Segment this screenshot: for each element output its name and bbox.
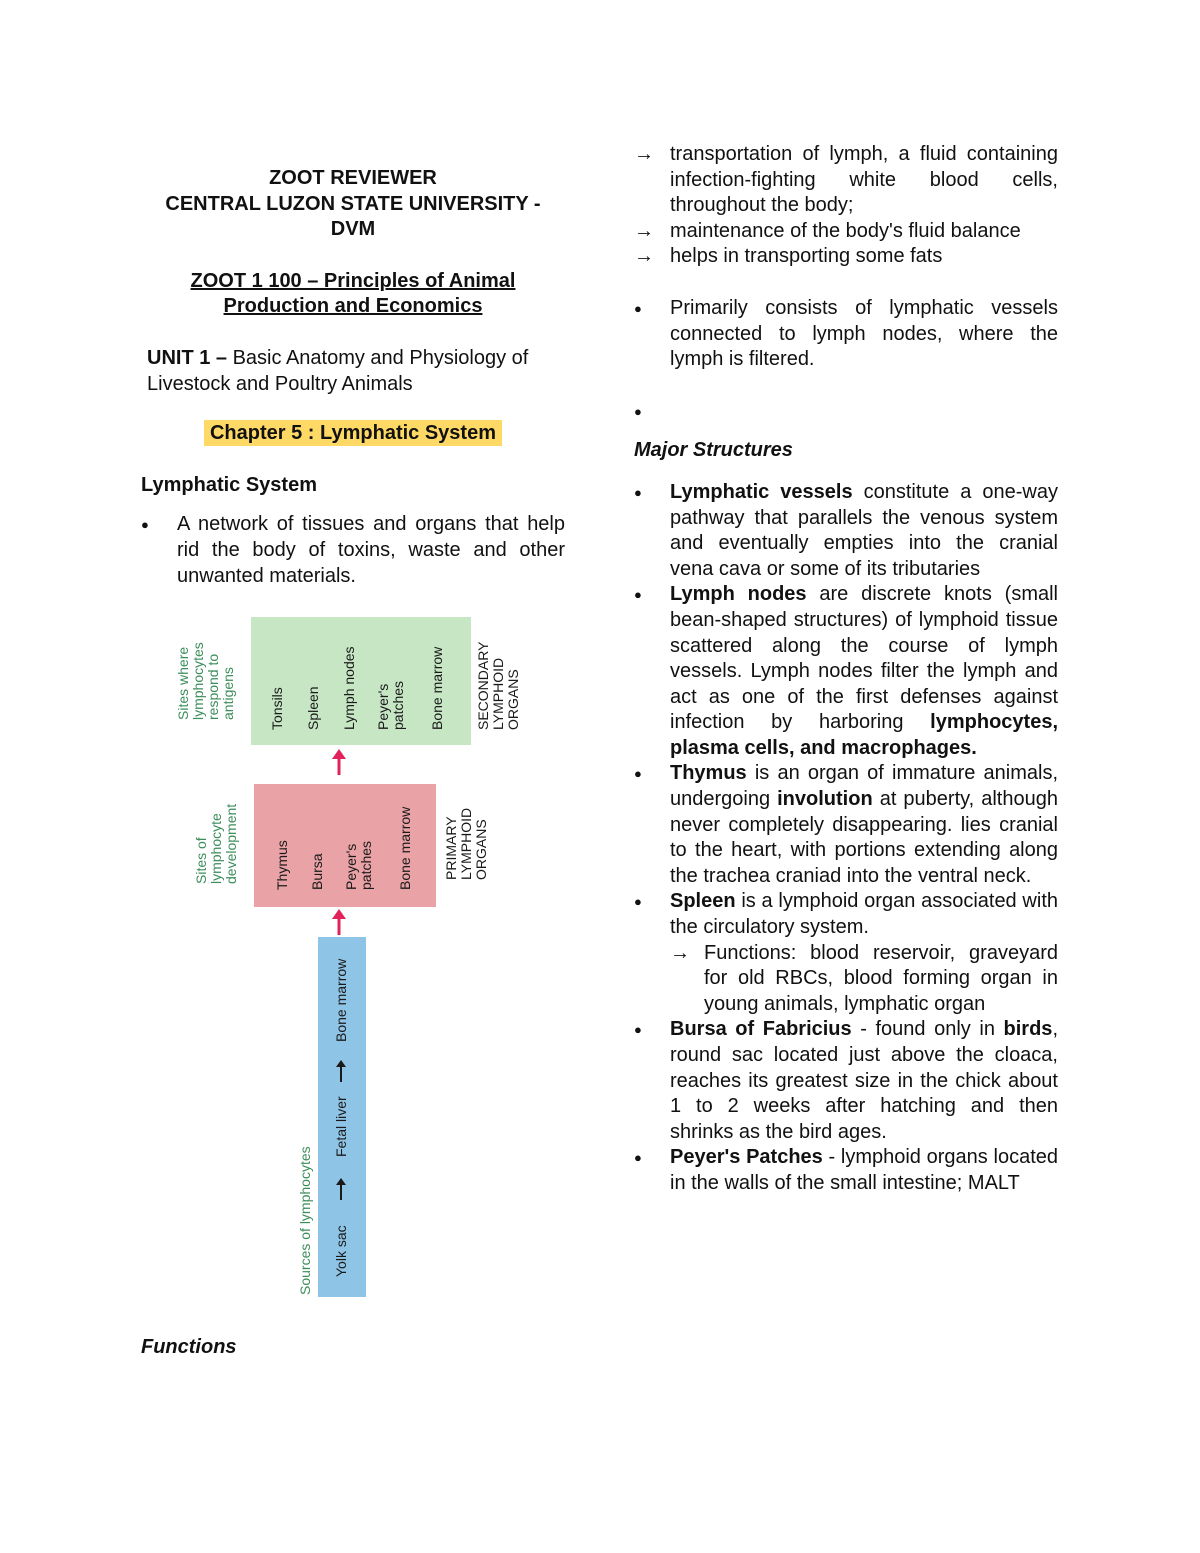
term: Peyer's Patches <box>670 1146 823 1169</box>
function-item <box>634 142 1058 219</box>
title-line-1: ZOOT REVIEWER <box>269 167 437 189</box>
section-heading-lymphatic-system: Lymphatic System <box>141 473 317 496</box>
structure-peyers-patches <box>634 1145 1058 1196</box>
arrow-sources-to-primary-head <box>332 909 346 919</box>
secondary-side-label: respond to <box>205 653 221 720</box>
definition: - lymphoid organs located in the walls of the small intestine; MALT <box>670 1146 1058 1194</box>
arrow-primary-to-secondary-head <box>332 749 346 759</box>
definition: - found only in <box>851 1018 1004 1041</box>
doc-title <box>141 166 565 243</box>
secondary-side-label: Sites where <box>175 646 191 720</box>
title-line-2: CENTRAL LUZON STATE UNIVERSITY - <box>165 192 541 215</box>
source-yolk-sac: Yolk sac <box>333 1225 349 1277</box>
term: Spleen <box>670 890 736 913</box>
involution-term: involution <box>777 788 873 811</box>
arrow-icon: → <box>634 143 654 165</box>
function-text: maintenance of the body's fluid balance <box>670 219 1021 242</box>
title-line-3: DVM <box>330 218 376 241</box>
secondary-organ-label: Lymph nodes <box>341 646 357 730</box>
function-item <box>634 244 1058 270</box>
intro-bullet: ● A network of tissues and organs that help rid the body of toxins, waste and other unwanted materials. <box>141 512 565 589</box>
unit-line <box>141 346 565 397</box>
primary-organ-label: Bone marrow <box>397 806 413 890</box>
right-column <box>634 142 1058 1197</box>
structure-lymphatic-vessels <box>634 480 1058 582</box>
secondary-category-label: LYMPHOID <box>490 657 506 730</box>
chapter-title: Chapter 5 : Lymphatic System <box>204 420 502 446</box>
primary-organ-label: Bursa <box>309 853 325 890</box>
structure-bursa <box>634 1017 1058 1145</box>
primary-side-label: Sites of <box>193 837 209 884</box>
secondary-side-label: antigens <box>220 667 236 720</box>
functions-heading: Functions <box>141 1336 237 1358</box>
definition-cont: , round sac located just above the cloaca, reaches its greatest size in the chick about 1 to 2 weeks after hatching and then shrinks as the bird ages. <box>670 1018 1058 1143</box>
secondary-organ-label: Bone marrow <box>429 646 445 730</box>
spleen-functions-text: Functions: blood reservoir, graveyard for old RBCs, blood forming organ in young animals, lymphatic organ <box>704 941 1058 1015</box>
primary-category-label: ORGANS <box>473 819 489 880</box>
arrow-icon: → <box>670 941 690 964</box>
empty-bullet <box>634 399 1058 425</box>
unit-text: Basic Anatomy and Physiology of Livestock and Poultry Animals <box>147 346 529 395</box>
primary-side-label: lymphocyte <box>208 813 224 884</box>
primary-category-label: PRIMARY <box>443 816 459 880</box>
secondary-category-label: ORGANS <box>505 669 521 730</box>
function-item <box>634 219 1058 245</box>
primary-organ-label: Peyer's <box>343 843 359 890</box>
secondary-organ-label: Spleen <box>305 686 321 730</box>
arrow-icon: → <box>634 219 654 242</box>
course-title <box>141 269 565 320</box>
primary-organ-label: patches <box>358 840 374 890</box>
left-column <box>141 166 565 589</box>
primary-category-label: LYMPHOID <box>458 807 474 880</box>
secondary-side-label: lymphocytes <box>190 642 206 720</box>
course-line-2: Production and Economics <box>223 295 483 318</box>
definition: constitute a one-way pathway that parallels the venous system and eventually empties into the cranial vena cava or some of its tributaries <box>670 480 1058 580</box>
primary-side-label: development <box>223 803 239 884</box>
definition: is an organ of immature animals, undergoing <box>670 762 1058 811</box>
course-line-1: ZOOT 1 100 – Principles of Animal <box>190 269 516 292</box>
function-text: transportation of lymph, a fluid containing infection-fighting white blood cells, throughout the body; <box>670 143 1058 217</box>
term: Lymphatic vessels <box>670 480 853 503</box>
term: Lymph nodes <box>670 583 807 606</box>
spleen-functions <box>634 941 1058 1018</box>
secondary-organ-label: Tonsils <box>269 687 285 730</box>
lymphoid-organs-diagram <box>170 612 550 1302</box>
function-text: helps in transporting some fats <box>670 245 943 268</box>
sources-side-label: Sources of lymphocytes <box>297 1146 313 1295</box>
source-fetal-liver: Fetal liver <box>333 1096 349 1157</box>
source-bone-marrow: Bone marrow <box>333 958 349 1042</box>
definition: are discrete knots (small bean-shaped structures) of lymphoid tissue scattered along the course of lymph vessels. Lymph nodes filter the lymph and act as one of the first defenses against infection by harboring <box>670 583 1058 734</box>
major-structures-heading: Major Structures <box>634 439 793 462</box>
cell-types: lymphocytes, plasma cells, and macrophages. <box>670 711 1058 759</box>
definition-cont: at puberty, although never completely disappearing. lies cranial to the heart, with portions extending along the trachea craniad into the ventral neck. <box>670 788 1058 887</box>
primary-organ-label: Thymus <box>274 840 290 890</box>
secondary-organ-label: Peyer's <box>375 683 391 730</box>
term: Thymus <box>670 762 747 785</box>
structure-thymus <box>634 761 1058 889</box>
unit-label: UNIT 1 – <box>147 346 228 369</box>
secondary-organ-label: patches <box>390 680 406 730</box>
birds-term: birds <box>1003 1018 1053 1041</box>
secondary-category-label: SECONDARY <box>475 641 491 730</box>
definition: is a lymphoid organ associated with the circulatory system. <box>670 890 1058 939</box>
arrow-icon: → <box>634 245 654 268</box>
term: Bursa of Fabricius <box>670 1018 852 1041</box>
structure-lymph-nodes <box>634 582 1058 761</box>
consists-bullet: ● Primarily consists of lymphatic vessels connected to lymph nodes, where the lymph is filtered. <box>634 296 1058 373</box>
structure-spleen <box>634 889 1058 940</box>
